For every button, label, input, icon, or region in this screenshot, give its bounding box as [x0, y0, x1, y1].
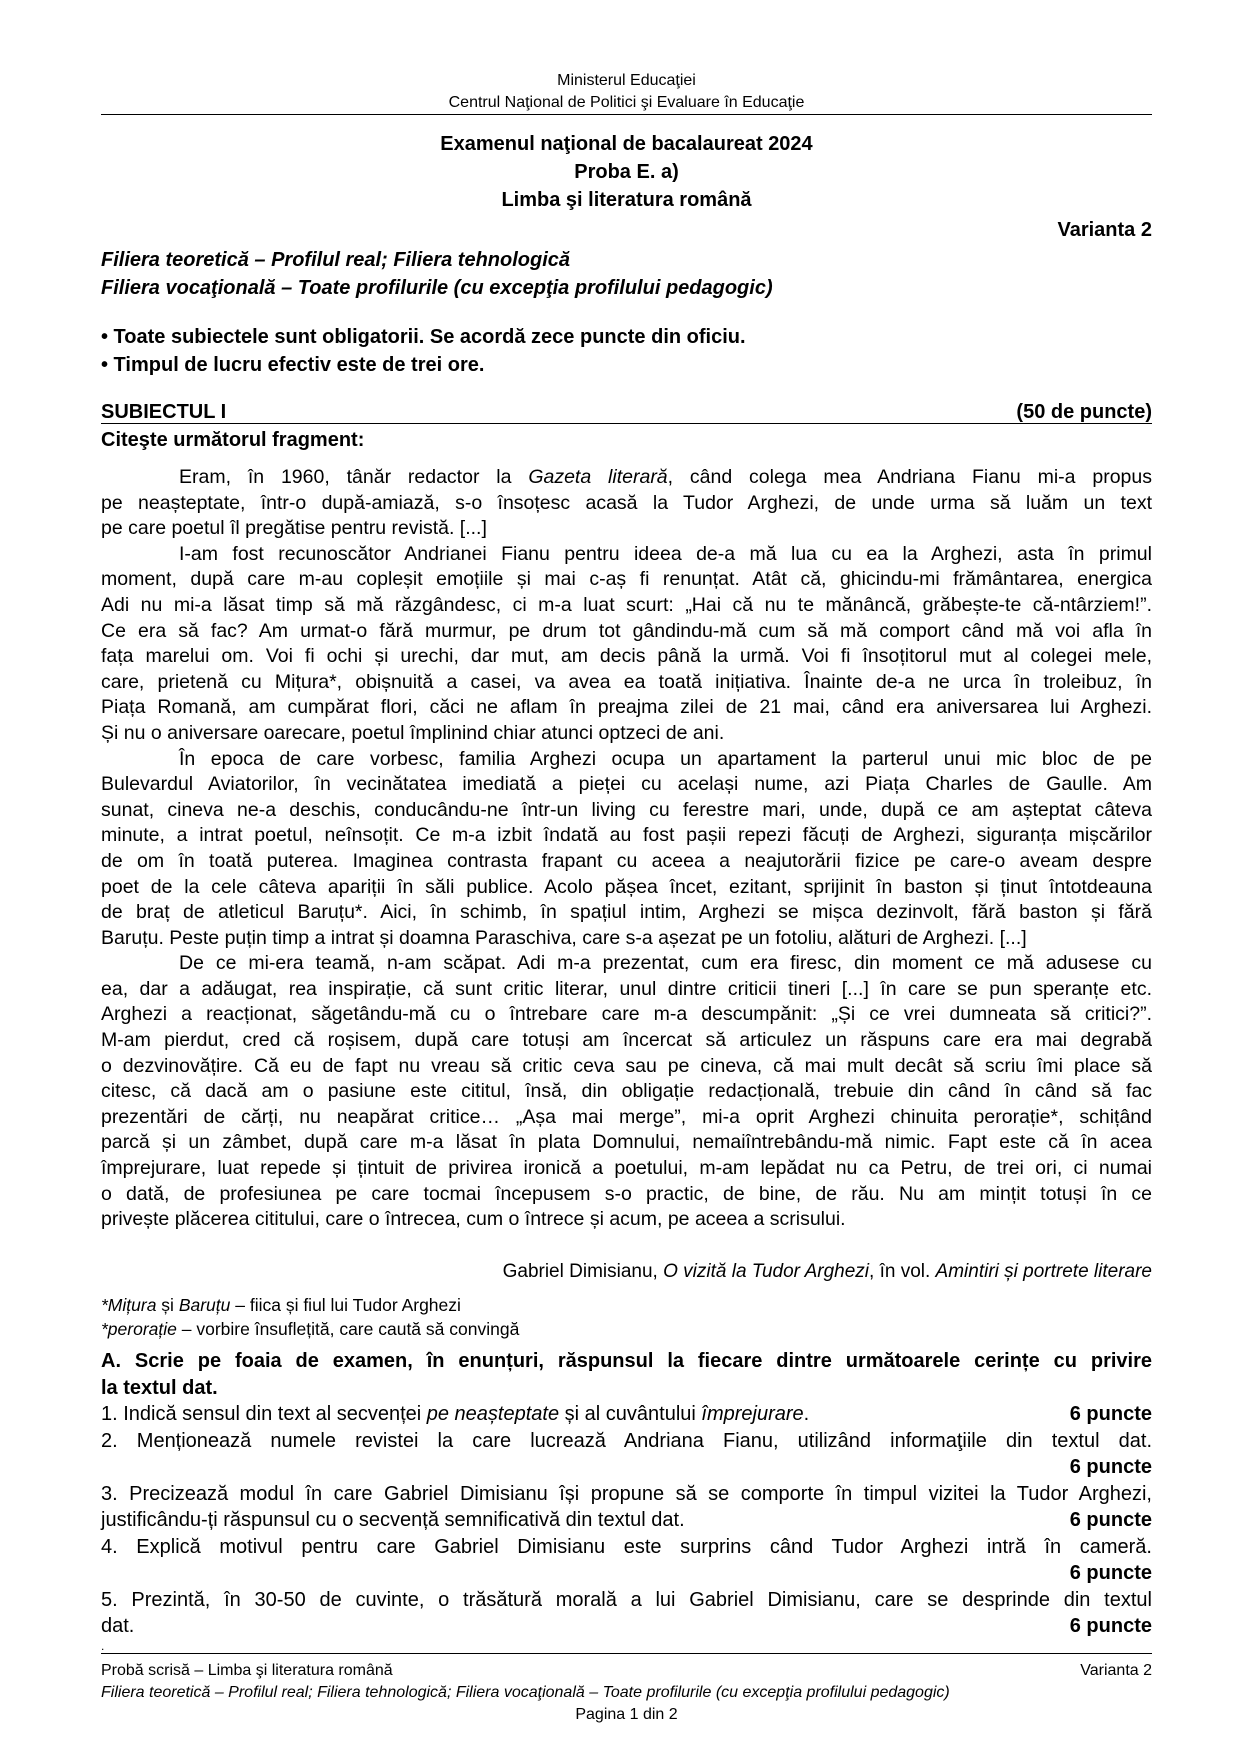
question-text: [101, 1587, 1152, 1614]
text-segment: Adi nu mi-a lăsat timp să mă răzgândesc, ci m-a luat scurt: „Hai că nu te mănâncă, grăbește-te că-ntârziem!”.: [101, 593, 1152, 616]
text-segment: – vorbire însuflețită, care caută să convingă: [176, 1319, 520, 1339]
question-line: [101, 1534, 1152, 1561]
passage-line: [101, 1079, 1152, 1105]
question-line: [101, 1428, 1152, 1455]
subject-title: SUBIECTUL I: [101, 401, 227, 423]
text-segment: .: [803, 1403, 810, 1425]
question-text: [101, 1401, 1054, 1428]
footnotes: [101, 1293, 519, 1341]
passage-line: [101, 1182, 1152, 1208]
passage-line: [101, 695, 1152, 721]
text-segment: Bulevardul Aviatorilor, în vecinătatea imediată a pieței cu același nume, azi Piața Charles de Gaulle. Am: [101, 773, 1152, 796]
instruction-item: • Toate subiectele sunt obligatorii. Se acordă zece puncte din oficiu.: [101, 326, 746, 348]
text-segment: Baruțu: [178, 1295, 231, 1315]
footer-divider: [101, 1653, 1152, 1654]
passage-line: [101, 721, 1152, 747]
page-number: Pagina 1 din 2: [575, 1706, 678, 1723]
passage-line: [101, 1207, 1152, 1233]
filiera-block: [101, 246, 773, 302]
question-text: [101, 1428, 1152, 1455]
text-segment: împrejurare: [701, 1403, 804, 1425]
passage-line: [101, 516, 1152, 542]
section-a-heading: [101, 1348, 1152, 1401]
passage-line: [101, 823, 1152, 849]
text-segment: 1. Indică sensul din text al secvenței: [101, 1403, 427, 1425]
subject-divider: [101, 423, 1152, 424]
center-name: Centrul Naţional de Politici şi Evaluare în Educaţie: [448, 94, 805, 111]
text-segment: pe neașteptate, într-o după-amiază, s-o însoțesc acasă la Tudor Arghezi, de unde urma să luăm un text: [101, 491, 1152, 514]
heading-line: A. Scrie pe foaia de examen, în enunțuri, răspunsul la fiecare dintre următoarele cerințe cu privire: [101, 1350, 1152, 1372]
text-segment: parcă și un zâmbet, după care m-a lăsat în plata Domnului, nemaiîntrebându-mă nimic. Fapt este că în acea: [101, 1131, 1152, 1154]
passage-line: [101, 849, 1152, 875]
exam-name: Examenul naţional de bacalaureat 2024: [440, 133, 813, 155]
text-segment: împrejurare, luat repede și țintuit de privirea ironică a poetului, m-am lepădat nu ca Petru, de trei ori, ci numai: [101, 1157, 1152, 1180]
passage-line: [101, 798, 1152, 824]
text-segment: care, prietenă cu Mițura*, obișnuită a casei, va avea ea toată inițiativa. Înainte de-a ne urca în troleibuz, în: [101, 670, 1152, 693]
question-text: [101, 1560, 1054, 1587]
text-segment: și: [156, 1295, 179, 1315]
exam-subject: Limba şi literatura română: [501, 189, 752, 211]
text-segment: De ce mi-era teamă, n-am scăpat. Adi m-a prezentat, cum era firesc, din moment ce mă adusese cu: [179, 952, 1152, 975]
question-text: [101, 1454, 1054, 1481]
passage-line: [101, 1028, 1152, 1054]
text-segment: sunat, cineva ne-a deschis, conducându-ne într-un living cu ferestre mari, unde, după ce am așteptat câteva: [101, 798, 1152, 821]
text-segment: ea, dar a adăugat, rea inspirație, că sunt critic literar, unul dintre criticii tineri [...] în care se pun speranțe etc.: [101, 977, 1152, 1000]
question-points: 6 puncte: [1069, 1562, 1152, 1584]
text-segment: *perorație: [101, 1319, 177, 1339]
instruction-item: • Timpul de lucru efectiv este de trei ore.: [101, 354, 485, 376]
exam-title: [101, 130, 1152, 214]
passage-line: [101, 670, 1152, 696]
passage-line: [101, 900, 1152, 926]
passage-text: [101, 465, 1152, 1233]
text-segment: Ce era să fac? Am urmat-o fără murmur, pe drum tot gândindu-mă cum să mă comport când mă voi afla în: [101, 619, 1152, 642]
page-footer: [101, 1660, 1152, 1726]
text-segment: citesc, că dacă am o pasiune este cititul, însă, din obligație redacțională, trebuie din când în când să fac: [101, 1080, 1152, 1103]
instructions: [101, 323, 746, 379]
question-text: [101, 1534, 1152, 1561]
text-segment: de braț de atleticul Baruțu*. Aici, în schimb, în spațiul intim, Arghezi se mișca dezinvolt, fără baston și fără: [101, 901, 1152, 924]
question-text: [101, 1481, 1152, 1508]
passage-line: [101, 567, 1152, 593]
passage-line: [101, 465, 1152, 491]
text-segment: *Mițura: [101, 1295, 157, 1315]
passage-line: [101, 542, 1152, 568]
passage-line: [101, 1054, 1152, 1080]
text-segment: – fiica și fiul lui Tudor Arghezi: [230, 1295, 461, 1315]
header-divider: [101, 114, 1152, 115]
text-segment: O vizită la Tudor Arghezi: [663, 1261, 870, 1282]
footnote: [101, 1293, 519, 1317]
text-segment: Arghezi a reacționat, săgetându-mă cu o întrebare care m-a descumpănit: „Și ce vrei dumneata să critici?”.: [101, 1003, 1152, 1026]
page-header: [101, 70, 1152, 114]
variant-label: Varianta 2: [1057, 219, 1152, 241]
stray-dot: .: [101, 1639, 105, 1653]
text-segment: o dezvinovățire. Că eu de fapt nu vreau să critic ceva sau pe cineva, că mai mult decât să scriu îmi place să: [101, 1054, 1152, 1077]
text-segment: Amintiri și portrete literare: [935, 1261, 1152, 1282]
footer-filiera: Filiera teoretică – Profilul real; Filiera tehnologică; Filiera vocaţională – Toate profilurile (cu excepţia profilului pedagogic): [101, 1684, 950, 1701]
text-segment: M-am pierdut, cred că roșisem, după care totuși am încercat să articulez un răspuns care era mai degrabă: [101, 1029, 1152, 1052]
text-segment: și al cuvântului: [559, 1403, 702, 1425]
passage-line: [101, 1130, 1152, 1156]
passage-line: [101, 1156, 1152, 1182]
text-segment: pe care poetul îl pregătise pentru revistă. [...]: [101, 517, 487, 540]
heading-line: la textul dat.: [101, 1376, 218, 1399]
passage-line: [101, 875, 1152, 901]
passage-line: [101, 926, 1152, 952]
text-segment: Baruțu. Peste puțin timp a intrat și doamna Paraschiva, care s-a așezat pe un fotoliu, alături de Arghezi. [...]: [101, 926, 1027, 949]
text-segment: pe neașteptate: [426, 1403, 560, 1425]
question-line: [101, 1560, 1152, 1587]
question-points: 6 puncte: [1069, 1403, 1152, 1425]
text-segment: de om în toată puterea. Imaginea contrasta frapant cu aceea a neajutorării fizice pe care-o aveam despre: [101, 849, 1152, 872]
text-segment: prezentări de cărți, nu neapărat critice… „Așa mai merge”, mi-a oprit Arghezi chinuita perorație*, schițând: [101, 1105, 1152, 1128]
question-points: 6 puncte: [1069, 1509, 1152, 1531]
passage-line: [101, 593, 1152, 619]
passage-line: [101, 644, 1152, 670]
text-segment: I-am fost recunoscător Andrianei Fianu pentru ideea de-a mă lua cu ea la Arghezi, asta în primul: [179, 542, 1152, 565]
text-segment: , în vol.: [869, 1261, 936, 1282]
text-segment: Eram, în 1960, tânăr redactor la: [179, 466, 529, 488]
text-segment: justificându-ți răspunsul cu o secvență semnificativă din textul dat.: [101, 1509, 685, 1531]
text-segment: , când colega mea Andriana Fianu mi-a propus: [667, 466, 1152, 488]
passage-line: [101, 772, 1152, 798]
question-line: [101, 1613, 1152, 1640]
question-line: [101, 1587, 1152, 1614]
text-segment: Gabriel Dimisianu,: [502, 1261, 664, 1282]
text-segment: 5. Prezintă, în 30-50 de cuvinte, o trăsătură morală a lui Gabriel Dimisianu, care se desprinde din textul: [101, 1588, 1152, 1611]
text-segment: minute, a intrat poetul, neînsoțit. Ce m-a izbit îndată au fost pașii repezi făcuți de Arghezi, siguranța mișcărilor: [101, 824, 1152, 847]
text-segment: 3. Precizează modul în care Gabriel Dimisianu își propune să se comporte în timpul vizitei la Tudor Arghezi,: [101, 1482, 1152, 1505]
text-segment: Și nu o aniversare oarecare, poetul împlinind chiar atunci optzeci de ani.: [101, 721, 725, 744]
footer-exam: Probă scrisă – Limba şi literatura română: [101, 1662, 393, 1679]
filiera-line: Filiera teoretică – Profilul real; Filiera tehnologică: [101, 249, 571, 271]
text-segment: moment, după care m-au copleșit emoțiile și mai c-aș fi renunțat. Atât că, ghicindu-mi frământarea, energica: [101, 568, 1152, 591]
text-segment: fața marelui om. Voi fi ochi și urechi, dar mut, am decis până la urmă. Voi fi însoțitorul mut al colegei mele,: [101, 645, 1152, 668]
text-segment: privește plăcerea cititului, care o întrecea, cum o întrece și acum, pe aceea a scrisului.: [101, 1208, 846, 1231]
question-line: [101, 1401, 1152, 1428]
footnote: [101, 1317, 519, 1341]
passage-line: [101, 491, 1152, 517]
filiera-line: Filiera vocaţională – Toate profilurile (cu excepţia profilului pedagogic): [101, 277, 773, 299]
exam-test: Proba E. a): [574, 161, 679, 183]
read-instruction: Citeşte următorul fragment:: [101, 429, 365, 451]
text-segment: În epoca de care vorbesc, familia Arghezi ocupa un apartament la parterul unui mic bloc de pe: [179, 747, 1152, 770]
subject-points: (50 de puncte): [1016, 401, 1152, 423]
question-line: [101, 1507, 1152, 1534]
text-segment: Gazeta literară: [528, 466, 668, 488]
passage-line: [101, 977, 1152, 1003]
question-list: [101, 1401, 1152, 1640]
question-text: [101, 1613, 1054, 1640]
question-text: [101, 1507, 1054, 1534]
passage-line: [101, 1105, 1152, 1131]
text-segment: Piața Romană, am cumpărat flori, căci ne aflam în preajma zilei de 21 mai, când era aniversarea lui Arghezi.: [101, 696, 1152, 719]
footer-variant: Varianta 2: [1080, 1662, 1152, 1679]
passage-line: [101, 1002, 1152, 1028]
passage-attribution: [101, 1259, 1152, 1285]
passage-line: [101, 951, 1152, 977]
ministry-name: Ministerul Educaţiei: [557, 72, 696, 89]
text-segment: 2. Menționează numele revistei la care lucrează Andriana Fianu, utilizând informaţiile din textul dat.: [101, 1429, 1152, 1452]
text-segment: 4. Explică motivul pentru care Gabriel Dimisianu este surprins când Tudor Arghezi intră în cameră.: [101, 1535, 1152, 1558]
text-segment: poet de la cele câteva apariții în săli publice. Acolo pășea încet, ezitant, sprijinit în baston și ținut întotdeauna: [101, 875, 1152, 898]
passage-line: [101, 747, 1152, 773]
subject-header: [101, 399, 1152, 425]
text-segment: o dată, de profesiunea pe care tocmai începusem s-o practic, de bine, de rău. Nu am mințit totuși în ce: [101, 1182, 1152, 1205]
passage-line: [101, 619, 1152, 645]
question-line: [101, 1454, 1152, 1481]
question-points: 6 puncte: [1069, 1615, 1152, 1637]
question-points: 6 puncte: [1069, 1456, 1152, 1478]
text-segment: dat.: [101, 1615, 135, 1637]
question-line: [101, 1481, 1152, 1508]
